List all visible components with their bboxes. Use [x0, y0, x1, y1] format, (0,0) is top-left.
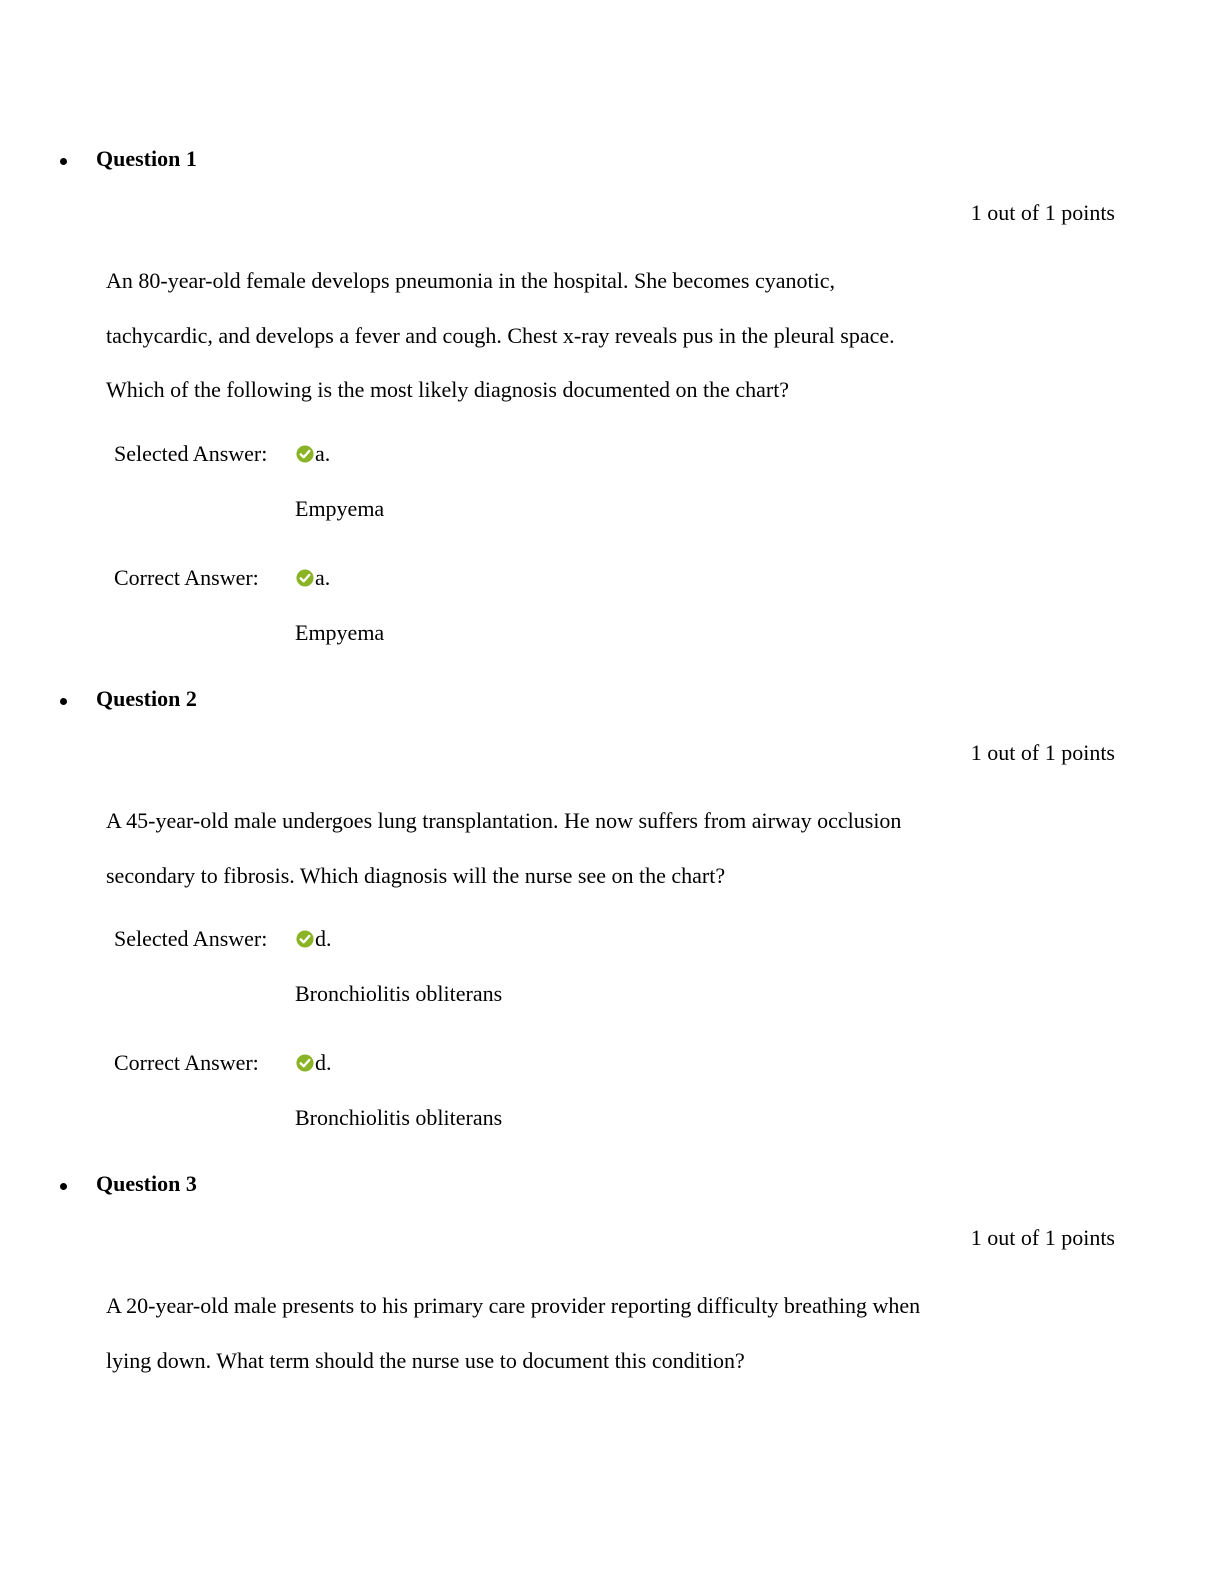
question-text: [106, 794, 1006, 903]
selected-answer-label: Selected Answer:: [114, 926, 268, 951]
bullet-icon: [60, 1183, 67, 1190]
correct-answer-label: Correct Answer:: [114, 565, 259, 590]
question-text: [106, 254, 1006, 418]
selected-answer-choice: [296, 441, 330, 467]
question-points: 1 out of 1 points: [970, 740, 1115, 765]
correct-answer-text: Empyema: [295, 620, 385, 645]
question-text-line: tachycardic, and develops a fever and cough. Chest x-ray reveals pus in the pleural space.: [106, 322, 895, 348]
selected-answer-letter: d.: [315, 926, 332, 951]
question-text-line: A 20-year-old male presents to his primary care provider reporting difficulty breathing when: [106, 1293, 921, 1318]
correct-answer-text: Bronchiolitis obliterans: [295, 1105, 503, 1130]
question-text-line: A 45-year-old male undergoes lung transplantation. He now suffers from airway occlusion: [106, 808, 902, 833]
question-text-line: secondary to fibrosis. Which diagnosis will the nurse see on the chart?: [106, 862, 726, 888]
check-circle-icon: [296, 1054, 314, 1072]
correct-answer-choice: [296, 1050, 332, 1076]
question-text-line: lying down. What term should the nurse use to document this condition?: [106, 1347, 745, 1373]
question-header: [0, 686, 600, 720]
question-title: Question 2: [96, 686, 197, 711]
question-text-line: Which of the following is the most likely diagnosis documented on the chart?: [106, 377, 790, 402]
correct-answer-choice: [296, 565, 330, 591]
selected-answer-row: [114, 441, 914, 531]
bullet-icon: [60, 698, 67, 705]
check-circle-icon: [296, 445, 314, 463]
question-title: Question 3: [96, 1171, 197, 1196]
check-circle-icon: [296, 930, 314, 948]
correct-answer-letter: a.: [315, 565, 331, 590]
correct-answer-label: Correct Answer:: [114, 1050, 259, 1075]
correct-answer-letter: d.: [315, 1050, 332, 1075]
selected-answer-letter: a.: [315, 441, 331, 466]
selected-answer-text: Empyema: [295, 496, 385, 521]
question-points: 1 out of 1 points: [970, 200, 1115, 225]
selected-answer-choice: [296, 926, 332, 952]
question-text: [106, 1279, 1006, 1388]
selected-answer-row: [114, 926, 914, 1016]
correct-answer-row: [114, 1050, 914, 1140]
correct-answer-row: [114, 565, 914, 655]
question-title: Question 1: [96, 146, 197, 171]
selected-answer-label: Selected Answer:: [114, 441, 268, 466]
bullet-icon: [60, 158, 67, 165]
question-text-line: An 80-year-old female develops pneumonia in the hospital. She becomes cyanotic,: [106, 268, 836, 293]
selected-answer-text: Bronchiolitis obliterans: [295, 981, 503, 1006]
question-header: [0, 146, 600, 180]
question-header: [0, 1171, 600, 1205]
check-circle-icon: [296, 569, 314, 587]
question-points: 1 out of 1 points: [970, 1225, 1115, 1250]
